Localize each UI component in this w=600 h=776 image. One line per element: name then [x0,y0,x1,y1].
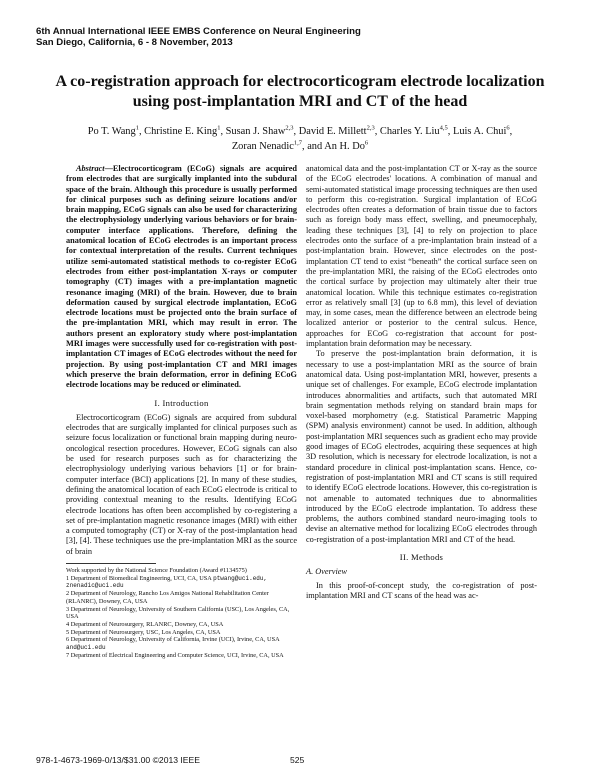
footnote-2: 2 Department of Neurology, Rancho Los Amigos National Rehabilitation Center (RLANRC), Downey, CA, USA [66,590,269,605]
author: Charles Y. Liu$^{4,5}$ [379,124,448,137]
footnote-funding: Work supported by the National Science Foundation (Award #1134575) [66,566,247,574]
intro-paragraph: Electrocorticogram (ECoG) signals are acquired from subdural electrodes that are surgically implanted for clinical purposes such as seizure focus localization or functional brain mapping during neuro-oncological resection procedures. However, ECoG signals can also be used for research purposes such as for characterizing the electrophysiology underlying various behaviors [1] or for brain-computer interface (BCI) applications [2]. In many of these studies, defining the anatomical location of each ECoG electrode is critical to providing contextual meaning to the results. Identifying ECoG electrode locations has often been accomplished by co-registering a set of pre-implantation magnetic resonance images (MRI) with either a computed tomography (CT) or X-ray of the post-implantation head [3], [4]. These techniques use the pre-implantation MRI as the source of brain [66,412,297,556]
footnote-5: 5 Department of Neurosurgery, USC, Los Angeles, CA, USA [66,628,221,636]
methods-paragraph: In this proof-of-concept study, the co-registration of post-implantation MRI and CT scans of the head was ac- [306,580,537,600]
right-paragraph-1: anatomical data and the post-implantation CT or X-ray as the source of the ECoG electrodes' locations. A combination of manual and semi-automated statistical image processing techniques are then used to perform this co-registration. Surgical implantation of ECoG electrodes often creates a deformation of brain tissue due to factors such as foreign body mass effect, swelling, and pneumocephaly, leading these techniques [3], [4] to rely on projection to place electrodes onto the surface of a pre-implantation brain instead of a post-implantation brain. However, since electrodes on the post-implantation CT tend to exist “beneath” the cortical surface seen on the pre-implantation MRI, the raising of the ECoG electrodes onto the cortical surface by projection may ultimately alter their true anatomical location. While this technique estimates co-registration error as relatively small [3] (up to 6.8 mm), this level of deviation may, in some cases, mean the difference between an electrode being localized anterior or posterior to the central sulcus. Hence, approaches for ECoG co-registration that account for post-implantation brain deformation may be necessary. [306,164,537,349]
email-link[interactable]: and@uci.edu [66,644,106,652]
footnotes [66,567,297,659]
author: Luis A. Chui$^6$ [452,124,510,137]
author: Christine E. King$^1$ [144,124,221,137]
abstract-label: Abstract [76,164,105,173]
footnote-6: 6 Department of Neurology, University of California, Irvine (UCI), Irvine, CA, USA and@uci.edu [66,636,280,652]
abstract: Abstract—Electrocorticogram (ECoG) signals are acquired from electrodes that are surgically implanted into the subdural space of the brain. Although this procedure is usually performed for clinical purposes such as defining seizure locations and/or brain mapping, ECoG signals can also be used for characterizing the electrophysiology underlying various behaviors or for brain-computer interface applications. Therefore, defining the anatomical location of ECoG electrodes is an important process for contextual interpretation of the results. Current techniques utilize semi-automated statistical methods to co-register ECoG electrodes from either post-implantation X-rays or computer tomography (CT) images with a pre-implantation magnetic resonance imaging (MRI) of the brain. However, due to brain deformation caused by surgical electrode implantation, ECoG electrode locations must be projected onto the brain surface of the pre-implantation MRI, which may result in error. The authors present an exploratory study where post-implantation MRI images were successfully used for co-registration with post-implantation CT images of ECoG electrodes without the need for projection. By using post-implantation CT and MRI images which preserve the brain deformation, error in defining ECoG electrode locations may be reduced or eliminated. [66,164,297,390]
paper-title: A co-registration approach for electrocorticogram electrode localization using post-implantation MRI and CT of the head [55,73,545,110]
conference-name: 6th Annual International IEEE EMBS Conference on Neural Engineering [36,26,361,37]
right-column [306,164,537,601]
subsection-heading-overview: A. Overview [306,567,348,577]
footnote-7: 7 Department of Electrical Engineering and Computer Science, UCI, Irvine, CA, USA [66,651,284,659]
section-heading-introduction: I. Introduction [154,397,209,408]
author: Po T. Wang$^1$ [87,124,139,137]
footnote-4: 4 Department of Neurosurgery, RLANRC, Downey, CA, USA [66,620,224,628]
conference-location: San Diego, California, 6 - 8 November, 2013 [36,37,233,48]
author-list: Po T. Wang$^1$, Christine E. King$^1$, Susan J. Shaw$^{2,3}$, David E. Millett$^{2,3}$, Charles Y. Liu$^{4,5}$, Luis A. Chui$^6$, Zoran Nenadic$^{1,7}$, and An H. Do$^6$ [87,124,513,152]
footnote-1: 1 Department of Biomedical Engineering, UCI, CA, USA ptwang@uci.edu, znenadic@uci.edu [66,574,268,590]
author: Zoran Nenadic$^{1,7}$ [231,139,302,152]
footer-isbn: 978-1-4673-1969-0/13/$31.00 ©2013 IEEE [36,755,201,765]
author: David E. Millett$^{2,3}$ [298,124,375,137]
page-number: 525 [290,755,305,765]
email-link[interactable]: ptwang@uci.edu, znenadic@uci.edu [66,574,268,590]
section-heading-methods: II. Methods [399,551,444,562]
footnote-3: 3 Department of Neurology, University of Southern California (USC), Los Angeles, CA, USA [66,605,290,621]
conference-header [36,26,566,48]
right-paragraph-2: To preserve the post-implantation brain deformation, it is necessary to use a post-implantation MRI as the source of brain anatomical data. Using post-implantation MRI, however, presents a unique set of challenges. For example, ECoG electrode implantation introduces abnormalities and artifacts, such that automated MRI brain segmentation methods relying on standard brain maps for voxel-based morphometry (e.g. Statistical Parametric Mapping (SPM) analysis environment) cannot be used. In addition, although post-implantation MRI sequences such as gradient echo may provide good images of ECoG electrodes, acquiring these sequences at high 3D resolution, which is necessary for electrode localization, is not a standard procedure in clinical post-implantation scans. Hence, co-registration of post-implantation MRI and CT scans is still required to identify ECoG electrode locations. However, this co-registration is not amenable to automated techniques due to abnormalities introduced by the ECoG electrode implantation. To address these problems, the authors combined standard neuro-imaging tools to devise an alternative method for localizing ECoG electrodes through co-registration of a post-implantation MRI and CT of the head. [306,349,537,544]
footnote-divider [66,563,156,564]
left-column [66,164,297,659]
abstract-text: Electrocorticogram (ECoG) signals are acquired from electrodes that are surgically implanted into the subdural space of the brain. Although this procedure is usually performed for clinical purposes such as defining seizure locations and/or brain mapping, ECoG signals can also be used for characterizing the electrophysiology underlying various behaviors or for brain-computer interface applications. Therefore, defining the anatomical location of ECoG electrodes is an important process for contextual interpretation of the results. Current techniques utilize semi-automated statistical methods to co-register ECoG electrodes from either post-implantation X-rays or computer tomography (CT) images with a pre-implantation magnetic resonance imaging (MRI) of the brain. However, due to brain deformation caused by surgical electrode implantation, ECoG electrode locations must be projected onto the brain surface of the pre-implantation MRI, which may result in error. The authors present an exploratory study where post-implantation MRI images were successfully used for co-registration with post-implantation CT images of ECoG electrodes without the need for projection. By using post-implantation CT and MRI images which preserve the brain deformation, error in defining ECoG electrode locations may be reduced or eliminated. [66,164,297,390]
author: and An H. Do$^6$ [307,139,369,152]
author: Susan J. Shaw$^{2,3}$ [225,124,294,137]
